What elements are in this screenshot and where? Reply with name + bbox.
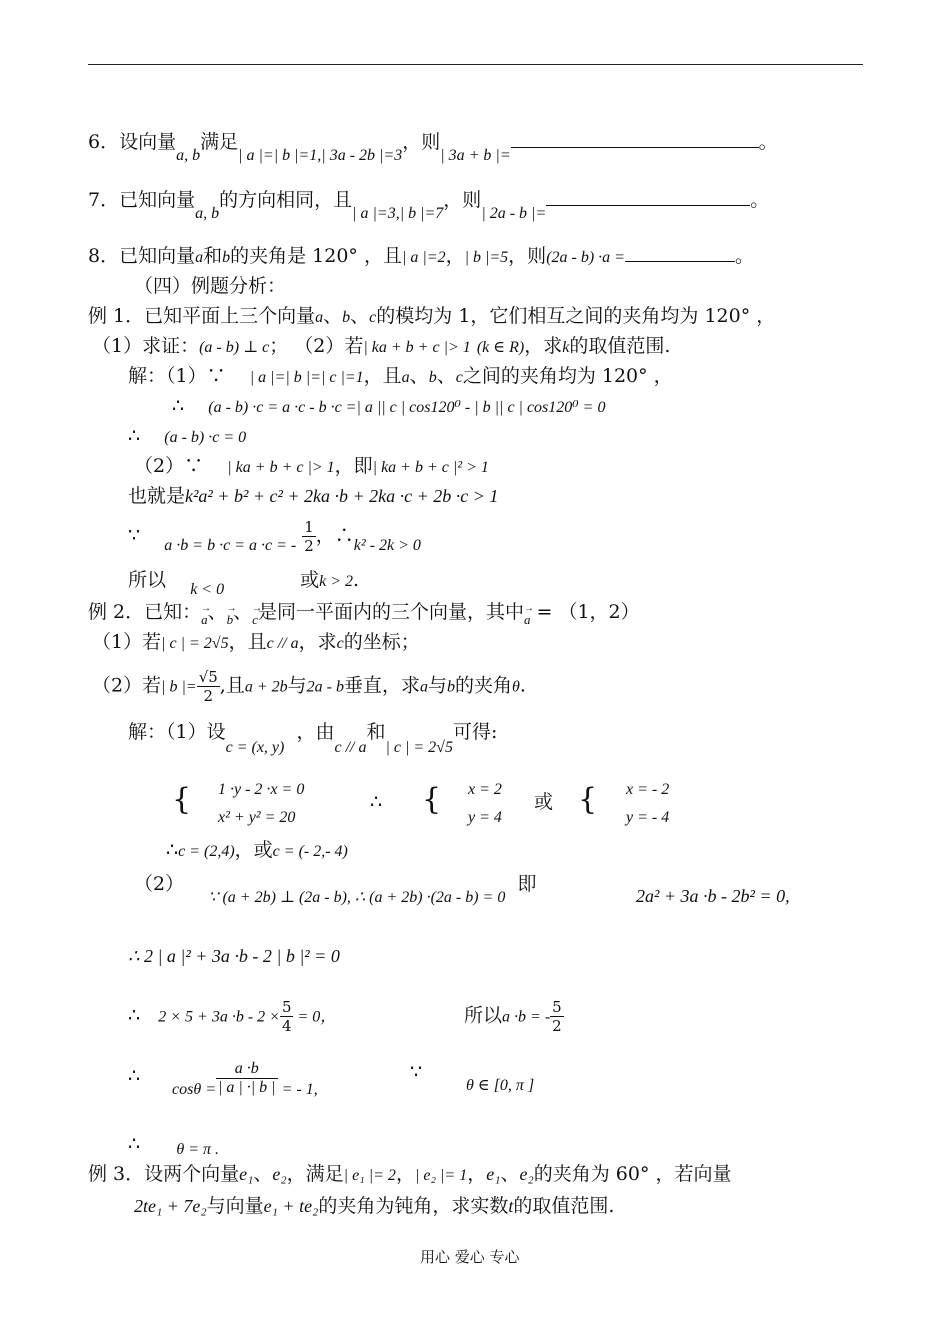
ex1-sol-a: a bbox=[401, 369, 410, 386]
ex3-e2b: e₂ bbox=[519, 1164, 534, 1184]
ex1-sol-3 bbox=[128, 424, 246, 450]
ex2-sol-1-par: c // a bbox=[334, 739, 367, 756]
ex2-part2 bbox=[92, 668, 526, 705]
ex1-sol-head: 解：（1）∵ bbox=[128, 365, 226, 387]
ex2-c: → c bbox=[252, 608, 258, 632]
ex2-sol-2 bbox=[166, 838, 348, 864]
ex3-e1: e₁ bbox=[239, 1164, 254, 1184]
or-label: 或 bbox=[534, 791, 554, 813]
ex2-sol-1-tail: 可得: bbox=[452, 721, 498, 743]
ex2-p2-g: . bbox=[519, 674, 526, 697]
ex1-p2-tail: 的取值范围. bbox=[569, 335, 671, 357]
therefore-symbol: ∴ bbox=[128, 1065, 141, 1087]
ex1-sol-d2: 、 bbox=[436, 365, 456, 387]
ex1-sol-7-or: 或 bbox=[300, 569, 320, 591]
ex2-sol-3 bbox=[134, 872, 537, 906]
ex2-p2-va: a bbox=[420, 678, 428, 696]
ex1-a: a bbox=[315, 309, 324, 326]
ex2-sol-5b bbox=[464, 998, 564, 1035]
ex1-c: c bbox=[369, 309, 377, 326]
q6-mid: 满足 bbox=[200, 131, 239, 153]
ex2-sol-5 bbox=[128, 998, 336, 1035]
ex2-title bbox=[88, 600, 640, 626]
q6-condition: | a |=| b |=1,| 3a - 2b |=3 bbox=[238, 147, 403, 164]
q8-then: ，则 bbox=[508, 245, 547, 267]
ex3-e1b: e₁ bbox=[486, 1164, 501, 1184]
ex2-p1-c2: c bbox=[336, 635, 344, 652]
fraction-5-4 bbox=[280, 998, 294, 1035]
ex2-sol-1-mid: ，由 bbox=[296, 721, 335, 743]
ex2-p2-a: （2）若 bbox=[92, 674, 162, 697]
ex1-sol-5 bbox=[128, 484, 498, 508]
ex1-sol-6-mid: ，∴ bbox=[315, 524, 354, 547]
ex2-a2: → a bbox=[524, 608, 531, 632]
ex2-sol-2-b: c = (- 2,- 4) bbox=[272, 843, 348, 860]
ex1-title-a: 例 1．已知平面上三个向量 bbox=[88, 305, 316, 327]
system2-eq1: x = 2 bbox=[468, 781, 502, 798]
ex1-sol-cond: | a |=| b |=| c |=1 bbox=[249, 369, 364, 386]
therefore-symbol: ∴ bbox=[128, 425, 141, 447]
ex2-p1-b: ，且 bbox=[228, 631, 267, 653]
ex2-sol-4-expr: ∴ 2 | a |² + 3a ·b - 2 | b |² = 0 bbox=[128, 946, 340, 966]
system3-eq1: x = - 2 bbox=[626, 781, 670, 798]
ex2-a: → a bbox=[201, 608, 208, 632]
system-brace: { bbox=[172, 782, 192, 817]
ex2-p2-v1: a + 2b bbox=[244, 678, 288, 696]
ex3-l2-b: 的夹角为钝角，求实数 bbox=[318, 1195, 509, 1217]
ex2-title-a: 例 2．已知： bbox=[88, 601, 202, 623]
q8-sep: ， bbox=[445, 245, 465, 267]
fraction-cos bbox=[216, 1060, 278, 1097]
ex2-part1 bbox=[92, 630, 420, 656]
q8-mid: 的夹角是 120° ，且 bbox=[230, 245, 402, 267]
ex1-sol-and: ，且 bbox=[363, 365, 402, 387]
ex1-p1: （1）求证： bbox=[92, 335, 200, 357]
frac-den: 2 bbox=[304, 537, 314, 555]
ex1-sol-7-end: . bbox=[353, 569, 360, 591]
ex2-sol-3-ji: 即 bbox=[517, 873, 537, 895]
therefore-symbol: ∴ bbox=[128, 1133, 141, 1155]
ex3-line2 bbox=[134, 1194, 614, 1218]
ex1-sol-7-a: k < 0 bbox=[190, 581, 225, 598]
ex1-sol-4 bbox=[134, 454, 489, 480]
ex2-sol-1-c: c = (x, y) bbox=[225, 739, 285, 756]
question-6 bbox=[88, 130, 778, 164]
system2-eq2: y = 4 bbox=[468, 809, 502, 826]
ex1-sol-6-expr: a ·b = b ·c = a ·c = - bbox=[164, 536, 297, 554]
ex3-e2: e₂ bbox=[272, 1164, 287, 1184]
system-brace: { bbox=[578, 782, 598, 817]
q6-text: 6．设向量 bbox=[88, 131, 177, 153]
ex1-sol-7-head: 所以 bbox=[128, 569, 167, 591]
therefore-symbol: ∴ bbox=[128, 1004, 141, 1027]
ex2-p2-vb: b bbox=[447, 678, 456, 696]
q8-end: 。 bbox=[734, 245, 754, 267]
ex1-p1-sep: ； （2）若 bbox=[269, 335, 364, 357]
q7-expr: | 2a - b |= bbox=[481, 205, 547, 222]
ex3-l1-a: 例 3．设两个向量 bbox=[88, 1163, 240, 1185]
question-7 bbox=[88, 188, 770, 222]
ex1-sol-d1: 、 bbox=[409, 365, 429, 387]
ex2-title-c: = （1，2） bbox=[530, 601, 640, 623]
frac-num: 5 bbox=[552, 998, 562, 1016]
ex2-p2-theta: θ bbox=[512, 678, 520, 696]
ex2-p1-c: ，求 bbox=[298, 631, 337, 653]
system3-eq2: y = - 4 bbox=[626, 809, 670, 826]
ex2-sol-6 bbox=[172, 1060, 318, 1097]
ex3-l2-expr: 2te₁ + 7e₂ bbox=[134, 1196, 207, 1216]
ex2-p2-expr: | b |= bbox=[161, 678, 197, 696]
q8-cond-b: | b |=5 bbox=[464, 249, 509, 266]
ex1-sol-6 bbox=[128, 518, 421, 555]
frac-num: √5 bbox=[198, 668, 218, 686]
ex2-p2-d: 垂直，求 bbox=[343, 674, 420, 697]
q7-end: 。 bbox=[750, 189, 770, 211]
ex2-sol-5-so: 所以 bbox=[464, 1004, 503, 1027]
ex2-p2-f: 的夹角 bbox=[455, 674, 513, 697]
fraction-root5-over-2 bbox=[197, 668, 220, 705]
q7-condition: | a |=3,| b |=7 bbox=[352, 205, 444, 222]
q7-answer-blank[interactable] bbox=[546, 191, 750, 206]
ex2-sol-1 bbox=[128, 720, 498, 756]
ex3-line1 bbox=[88, 1162, 732, 1188]
q8-cond-a: | a |=2 bbox=[401, 249, 446, 266]
ex1-parts bbox=[92, 334, 670, 360]
ex2-b: → b bbox=[227, 608, 234, 632]
ex2-sol-2-a: c = (2,4) bbox=[178, 843, 235, 860]
header-rule bbox=[88, 64, 863, 65]
fraction-half bbox=[302, 518, 316, 555]
therefore-symbol: ∴ bbox=[172, 395, 185, 417]
ex2-sol-3-expr: ∵ (a + 2b) ⊥ (2a - b), ∴ (a + 2b) ·(2a - b) = 0 bbox=[208, 889, 506, 906]
ex2-title-b: 是同一平面内的三个向量，其中 bbox=[257, 601, 524, 623]
system1-eq2: x² + y² = 20 bbox=[218, 809, 296, 826]
question-8 bbox=[88, 244, 754, 270]
ex2-sol-1-mod: | c | = 2√5 bbox=[385, 739, 453, 756]
ex1-dun2: 、 bbox=[350, 305, 370, 327]
ex1-sol-5-expr: k²a² + b² + c² + 2ka ·b + 2ka ·c + 2b ·c > 1 bbox=[185, 486, 499, 506]
ex1-title bbox=[88, 304, 775, 330]
q6-end: 。 bbox=[758, 131, 778, 153]
because-symbol: ∵ bbox=[410, 1061, 423, 1083]
ex1-sol-2 bbox=[172, 394, 605, 420]
frac-den: 2 bbox=[552, 1017, 562, 1035]
ex2-d1: 、 bbox=[207, 601, 227, 623]
ex3-l1-c: ， bbox=[467, 1163, 487, 1185]
ex2-sol-1-head: 解：（1）设 bbox=[128, 721, 226, 743]
ex2-sol-1-and: 和 bbox=[366, 721, 386, 743]
ex1-p2-expr: | ka + b + c |> 1 bbox=[363, 339, 471, 356]
q8-answer-blank[interactable] bbox=[625, 247, 735, 262]
frac-den: | a | ·| b | bbox=[217, 1079, 276, 1096]
ex1-p2-k: (k ∈ R) bbox=[476, 339, 525, 356]
ex1-sol-6-expr2: k² - 2k > 0 bbox=[353, 536, 421, 554]
q6-answer-blank[interactable] bbox=[511, 133, 759, 148]
q8-expr: (2a - b) ·a = bbox=[546, 249, 625, 266]
frac-den: 4 bbox=[281, 1017, 292, 1035]
ex2-sol-5-expr: 2 × 5 + 3a ·b - 2 × bbox=[158, 1008, 280, 1026]
ex3-d: 、 bbox=[253, 1163, 273, 1185]
ex1-sol-4-expr2: | ka + b + c |² > 1 bbox=[372, 459, 489, 476]
ex3-sep: ， bbox=[395, 1163, 415, 1185]
ex1-k: k bbox=[562, 339, 570, 356]
q8-b: b bbox=[222, 249, 231, 266]
ex2-sol-7 bbox=[128, 1132, 219, 1158]
system-brace: { bbox=[422, 782, 442, 817]
q8-a: a bbox=[195, 249, 204, 266]
ex1-p1-expr: (a - b) ⊥ c bbox=[199, 339, 270, 356]
q7-vars: a, b bbox=[195, 205, 220, 222]
q8-text: 8．已知向量 bbox=[88, 245, 196, 267]
ex1-p2-end: ，求 bbox=[524, 335, 563, 357]
ex1-sol-7-b: k > 2 bbox=[319, 573, 354, 590]
ex2-sol-7-expr: θ = π . bbox=[176, 1141, 220, 1158]
ex1-sol-1 bbox=[128, 364, 673, 390]
ex1-sol-5-head: 也就是 bbox=[128, 485, 186, 507]
system1-eq1: 1 ·y - 2 ·x = 0 bbox=[218, 781, 305, 798]
frac-num: 1 bbox=[304, 518, 314, 536]
section-heading: （四）例题分析： bbox=[134, 275, 287, 297]
ex1-dun1: 、 bbox=[323, 305, 343, 327]
ex3-c1: | e₁ |= 2 bbox=[343, 1167, 396, 1184]
therefore-symbol: ∴ bbox=[166, 839, 179, 861]
page-footer: 用心 爱心 专心 bbox=[420, 1248, 520, 1266]
q6-then: ，则 bbox=[402, 131, 441, 153]
ex2-p2-b: ,且 bbox=[219, 674, 245, 697]
ex1-sol-3-expr: (a - b) ·c = 0 bbox=[164, 429, 247, 446]
ex2-sol-2-mid: ，或 bbox=[234, 839, 273, 861]
frac-num: a ·b bbox=[216, 1060, 278, 1079]
ex1-sol-c: c bbox=[455, 369, 463, 386]
frac-num: 5 bbox=[281, 998, 292, 1016]
ex3-t: t bbox=[508, 1196, 514, 1216]
ex2-p2-c: 与 bbox=[287, 674, 307, 697]
ex1-sol-4-head: （2）∵ bbox=[134, 455, 204, 477]
ex2-sol-6-range: θ ∈ [0, π ] bbox=[466, 1077, 535, 1094]
ex2-sol-5-expr2: a ·b = - bbox=[502, 1008, 551, 1026]
q6-expr: | 3a + b |= bbox=[440, 147, 511, 164]
ex1-sol-b: b bbox=[428, 369, 437, 386]
ex2-p1-par: c // a bbox=[266, 635, 299, 652]
ex2-sol-6-tail: = - 1, bbox=[277, 1080, 318, 1098]
ex2-p1-a: （1）若 bbox=[92, 631, 162, 653]
ex2-sol-3-head: （2） bbox=[134, 873, 185, 895]
q7-then: ，则 bbox=[443, 189, 482, 211]
frac-den: 2 bbox=[203, 687, 214, 705]
ex1-sol-2-expr: (a - b) ·c = a ·c - b ·c =| a || c | cos120⁰ - | b || c | cos120⁰ = 0 bbox=[208, 399, 606, 416]
ex1-b: b bbox=[342, 309, 351, 326]
q8-he: 和 bbox=[203, 245, 223, 267]
ex3-l1-d: 的夹角为 60° ，若向量 bbox=[533, 1163, 732, 1185]
ex2-sol-5-tail: = 0， bbox=[293, 1008, 337, 1026]
therefore-symbol: ∴ bbox=[370, 791, 383, 813]
ex3-l1-b: ，满足 bbox=[286, 1163, 344, 1185]
ex2-p1-d: 的坐标； bbox=[343, 631, 420, 653]
ex2-p1-expr: | c | = 2√5 bbox=[161, 635, 229, 652]
ex1-sol-4-mid: ，即 bbox=[334, 455, 373, 477]
q6-vars: a, b bbox=[176, 147, 201, 164]
ex2-p2-e: 与 bbox=[428, 674, 448, 697]
ex3-d2: 、 bbox=[500, 1163, 520, 1185]
ex2-p2-v2: 2a - b bbox=[306, 678, 344, 696]
ex2-sol-6-cos: cosθ = bbox=[172, 1080, 216, 1098]
ex2-sol-3-expr2: 2a² + 3a ·b - 2b² = 0, bbox=[636, 886, 790, 906]
ex3-l2-expr2: e₁ + te₂ bbox=[263, 1196, 319, 1216]
ex3-l2-c: 的取值范围. bbox=[513, 1195, 615, 1217]
q7-mid: 的方向相同，且 bbox=[219, 189, 353, 211]
ex1-sol-4-expr: | ka + b + c |> 1 bbox=[227, 459, 335, 476]
ex3-c2: | e₂ |= 1 bbox=[414, 1167, 468, 1184]
ex1-sol-tail: 之间的夹角均为 120° ， bbox=[462, 365, 673, 387]
fraction-5-2 bbox=[550, 998, 564, 1035]
ex2-d2: 、 bbox=[233, 601, 253, 623]
ex1-title-b: 的模均为 1，它们相互之间的夹角均为 120° ， bbox=[376, 305, 776, 327]
because-symbol: ∵ bbox=[128, 524, 141, 547]
ex3-l2-a: 与向量 bbox=[206, 1195, 264, 1217]
q7-text: 7．已知向量 bbox=[88, 189, 196, 211]
ex1-sol-7 bbox=[128, 568, 360, 598]
